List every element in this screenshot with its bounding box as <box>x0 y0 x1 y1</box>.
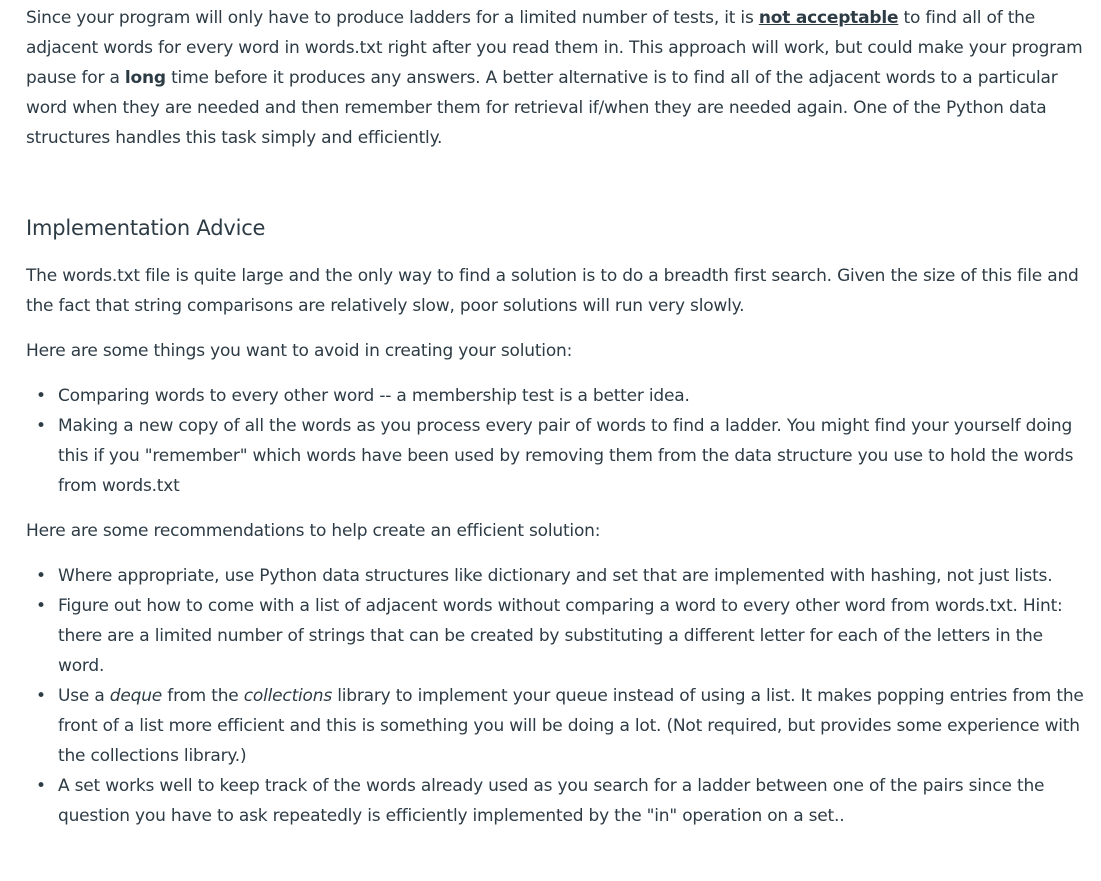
list-item-text: Comparing words to every other word -- a membership test is a better idea. <box>58 386 690 406</box>
list-item <box>26 381 1088 411</box>
bullet: • <box>36 566 46 586</box>
list-item <box>26 591 1088 681</box>
bullet: • <box>36 776 46 796</box>
intro-text-2: to find all of the adjacent words for every word in words.txt right after you read them in. This approach will work, but could make your program pause for a <box>26 8 1083 88</box>
breadth-first-paragraph: The words.txt file is quite large and the only way to find a solution is to do a breadth first search. Given the size of this file and the fact that string comparisons are relatively slow, poor solutions will run very slowly. <box>26 266 1079 316</box>
not-acceptable-emphasis: not acceptable <box>758 8 899 28</box>
list-item <box>26 561 1088 591</box>
list-item-text: Making a new copy of all the words as you process every pair of words to find a ladder. You might find your yourself doing this if you "remember" which words have been used by removing them from the data structure you use to hold the words from words.txt <box>58 416 1074 496</box>
intro-paragraph <box>26 3 1088 153</box>
bullet: • <box>36 386 46 406</box>
intro-text-1: Since your program will only have to produce ladders for a limited number of tests, it is <box>26 8 759 28</box>
list-item-text: from the <box>162 686 244 706</box>
bullet: • <box>36 686 46 706</box>
list-item <box>26 771 1088 831</box>
list-item-text: Where appropriate, use Python data structures like dictionary and set that are implemented with hashing, not just lists. <box>58 566 1053 586</box>
avoid-list <box>26 381 1088 501</box>
long-emphasis: long <box>124 68 166 88</box>
recommend-list <box>26 561 1088 831</box>
list-item-text: Use a <box>58 686 110 706</box>
list-item-text: library to implement your queue instead of using a list. It makes popping entries from the front of a list more efficient and this is something you will be doing a lot. (Not required, but provides some experience with the collections library.) <box>58 686 1084 766</box>
bullet: • <box>36 416 46 436</box>
avoid-intro: Here are some things you want to avoid in creating your solution: <box>26 341 573 361</box>
list-item-text: A set works well to keep track of the words already used as you search for a ladder between one of the pairs since the question you have to ask repeatedly is efficiently implemented by the "in" operation on a set.. <box>58 776 1045 826</box>
deque-italic: deque <box>109 686 163 706</box>
list-item-text: Figure out how to come with a list of adjacent words without comparing a word to every other word from words.txt. Hint: there are a limited number of strings that can be created by substituting a different letter for each of the letters in the word. <box>58 596 1063 676</box>
list-item <box>26 681 1088 771</box>
recommend-intro: Here are some recommendations to help create an efficient solution: <box>26 521 601 541</box>
collections-italic: collections <box>243 686 332 706</box>
list-item <box>26 411 1088 501</box>
section-heading: Implementation Advice <box>26 216 266 240</box>
intro-text-3: time before it produces any answers. A better alternative is to find all of the adjacent words to a particular word when they are needed and then remember them for retrieval if/when they are needed again. One of the Python data structures handles this task simply and efficiently. <box>26 68 1058 148</box>
bullet: • <box>36 596 46 616</box>
